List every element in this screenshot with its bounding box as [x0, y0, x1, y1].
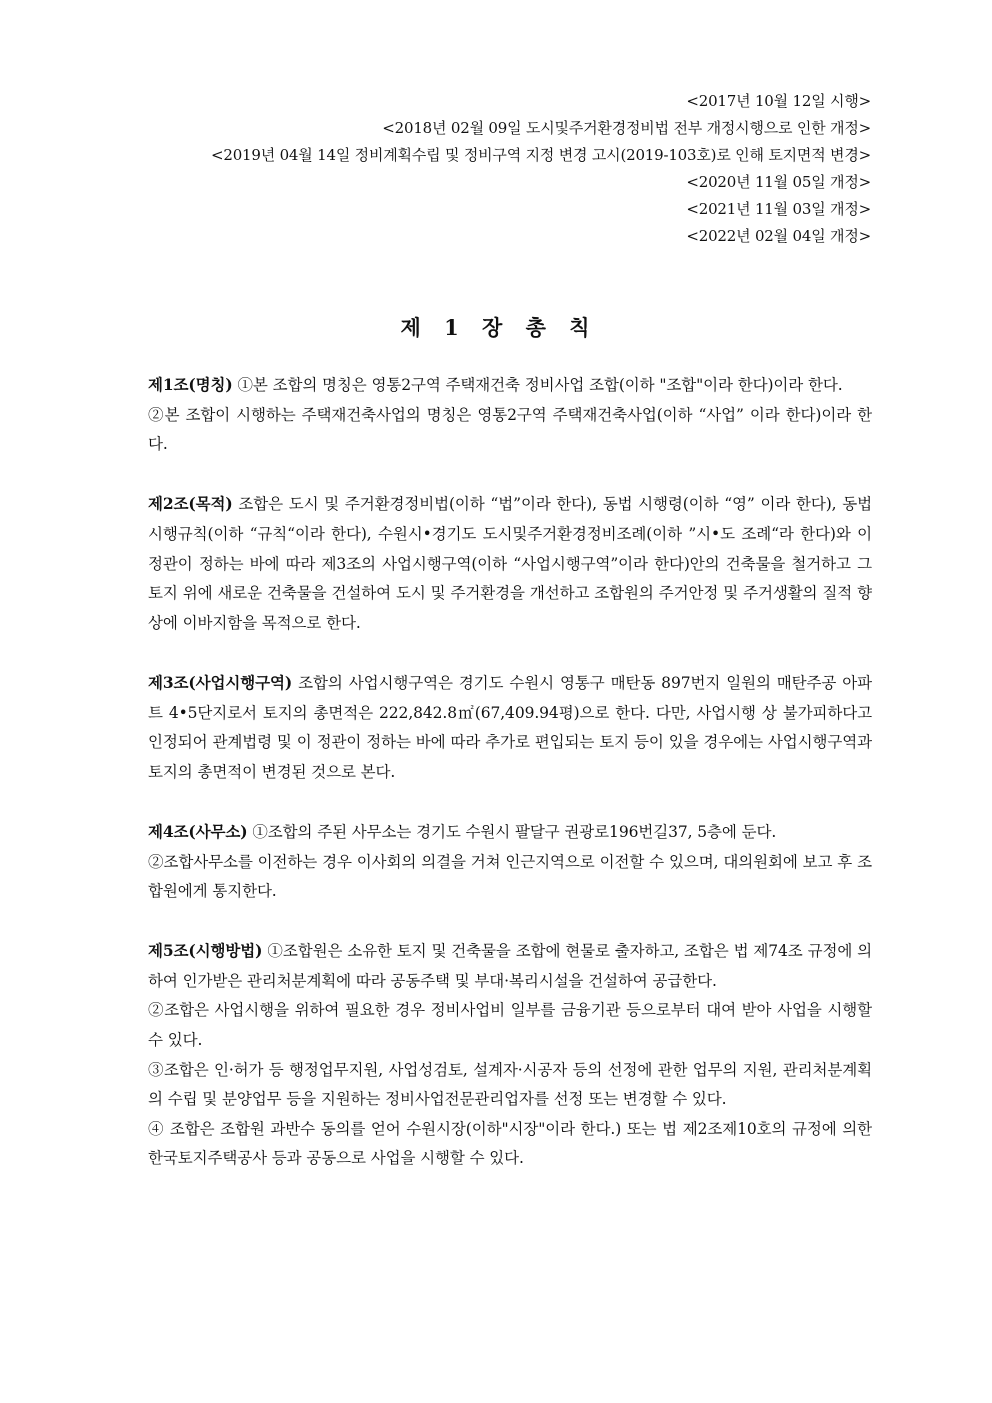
article-paragraph: ②조합은 사업시행을 위하여 필요한 경우 정비사업비 일부를 금융기관 등으로부터 대여 받아 사업을 시행할 수 있다. [148, 1001, 872, 1050]
revision-note: <2019년 04월 14일 정비계획수립 및 정비구역 지정 변경 고시(2019-103호)로 인해 토지면적 변경> [210, 146, 871, 164]
article-heading: 제4조(사무소) [148, 821, 248, 841]
article-paragraph [148, 489, 872, 638]
revision-note: <2021년 11월 03일 개정> [686, 200, 871, 218]
revision-note: <2022년 02월 04일 개정> [686, 227, 871, 245]
article-heading: 제3조(사업시행구역) [148, 672, 293, 692]
article-1 [148, 370, 872, 460]
article-paragraph: ④ 조합은 조합원 과반수 동의를 얻어 수원시장(이하"시장"이라 한다.) 또는 법 제2조제10호의 규정에 의한 한국토지주택공사 등과 공동으로 사업을 시행할 수 있다. [148, 1119, 872, 1168]
article-text: ①본 조합의 명칭은 영통2구역 주택재건축 정비사업 조합(이하 "조합"이라 한다)이라 한다. [237, 376, 843, 394]
article-heading: 제2조(목적) [148, 494, 233, 514]
article-paragraph: ②조합사무소를 이전하는 경우 이사회의 의결을 거쳐 인근지역으로 이전할 수 있으며, 대의원회에 보고 후 조합원에게 통지한다. [148, 852, 872, 901]
article-3 [148, 668, 872, 787]
article-body [148, 370, 872, 1204]
revision-note: <2018년 02월 09일 도시및주거환경정비법 전부 개정시행으로 인한 개정> [382, 119, 871, 137]
article-2 [148, 489, 872, 638]
article-text: ①조합원은 소유한 토지 및 건축물을 조합에 현물로 출자하고, 조합은 법 제74조 규정에 의하여 인가받은 관리처분계획에 따라 공동주택 및 부대·복리시설을 건설하여 공급한다. [148, 942, 873, 990]
article-5 [148, 936, 872, 1174]
article-text: 조합의 사업시행구역은 경기도 수원시 영통구 매탄동 897번지 일원의 매탄주공 아파트 4•5단지로서 토지의 총면적은 222,842.8㎡(67,409.94평)으로 한다. 다만, 사업시행 상 불가피하다고 인정되어 관계법령 및 이 정관이 정하는 바에 따라 추가로 편입되는 토지 등이 있을 경우에는 사업시행구역과 토지의 총면적이 변경된 것으로 본다. [148, 673, 873, 781]
article-paragraph [148, 817, 872, 848]
article-paragraph [148, 936, 872, 996]
article-heading: 제5조(시행방법) [148, 941, 263, 961]
chapter-title: 제 1 장 총 칙 [400, 315, 592, 340]
article-text: 조합은 도시 및 주거환경정비법(이하 “법”이라 한다), 동법 시행령(이하 “영” 이라 한다), 동법 시행규칙(이하 “규칙“이라 한다), 수원시•경기도 도시및주거환경정비조례(이하 ”시•도 조례“라 한다)와 이 정관이 정하는 바에 따라 제3조의 사업시행구역(이하 “사업시행구역”이라 한다)안의 건축물을 철거하고 그 토지 위에 새로운 건축물을 건설하여 도시 및 주거환경을 개선하고 조합원의 주거안정 및 주거생활의 질적 향상에 이바지함을 목적으로 한다. [148, 495, 872, 632]
article-paragraph: ③조합은 인·허가 등 행정업무지원, 사업성검토, 설계자·시공자 등의 선정에 관한 업무의 지원, 관리처분계획의 수립 및 분양업무 등을 지원하는 정비사업전문관리업자를 선정 또는 변경할 수 있다. [148, 1060, 872, 1109]
article-paragraph [148, 370, 872, 401]
article-4 [148, 817, 872, 907]
article-heading: 제1조(명칭) [148, 375, 233, 394]
revision-history [111, 88, 871, 250]
article-paragraph [148, 668, 872, 787]
revision-note: <2017년 10월 12일 시행> [686, 92, 871, 110]
article-paragraph: ②본 조합이 시행하는 주택재건축사업의 명칭은 영통2구역 주택재건축사업(이하 “사업” 이라 한다)이라 한다. [148, 405, 872, 454]
revision-note: <2020년 11월 05일 개정> [686, 173, 871, 191]
article-text: ①조합의 주된 사무소는 경기도 수원시 팔달구 권광로196번길37, 5층에 둔다. [252, 822, 777, 841]
